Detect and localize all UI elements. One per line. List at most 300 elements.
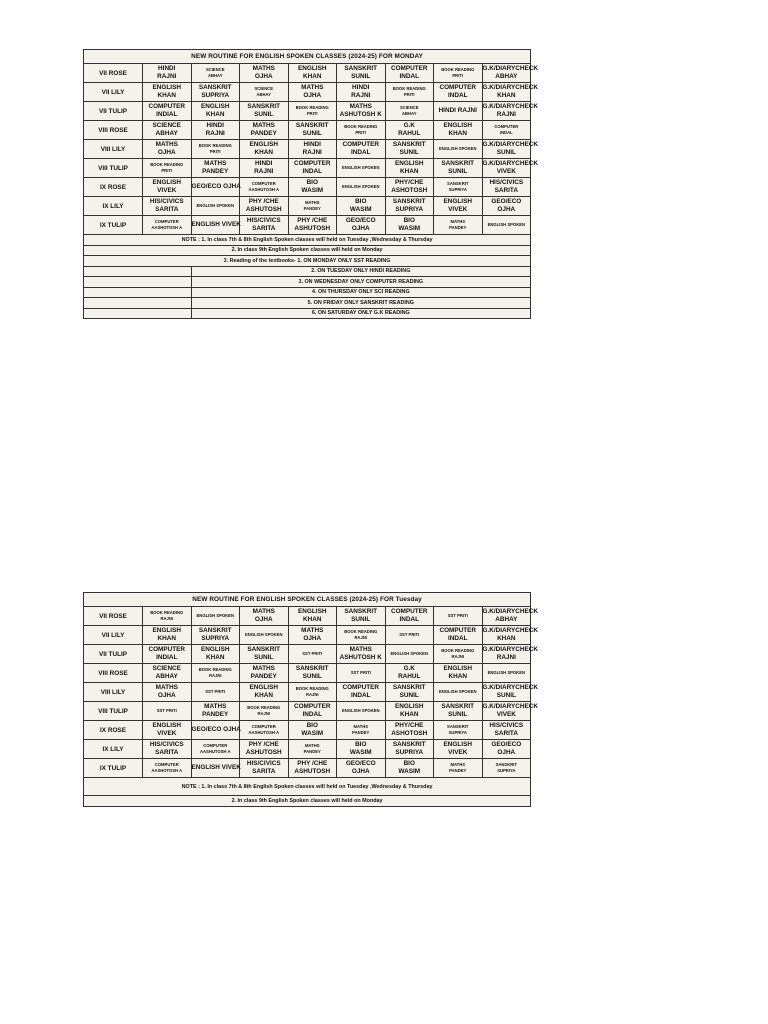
- teacher-text: AASHUTOSH A: [200, 749, 231, 754]
- class-name: VIII TULIP: [84, 702, 143, 721]
- teacher-text: OJHA: [157, 692, 176, 699]
- subject-text: COMPUTER: [251, 181, 276, 186]
- subject-text: ENGLISH SPOKEN: [342, 165, 380, 170]
- teacher-text: INDAL: [499, 130, 513, 135]
- teacher-text: PRITI: [452, 73, 464, 78]
- subject-text: ENGLISH VIVEK: [191, 763, 241, 771]
- teacher-text: RAJNI: [254, 168, 274, 175]
- teacher-text: WASIM: [398, 225, 421, 232]
- teacher-text: OJHA: [254, 73, 273, 80]
- subject-text: SANSKRIT: [247, 645, 281, 653]
- teacher-text: ASHUTOSH: [245, 749, 282, 756]
- teacher-text: SARITA: [494, 730, 518, 737]
- subject-text: ENGLISH: [249, 140, 278, 148]
- period-cell: [385, 121, 434, 140]
- teacher-text: OJHA: [303, 92, 322, 99]
- period-cell: [288, 607, 337, 626]
- table-row: [84, 64, 531, 83]
- period-cell: [434, 645, 483, 664]
- period-cell: [288, 216, 337, 235]
- subject-text: GEO/ECO: [491, 740, 522, 748]
- period-cell: [240, 197, 289, 216]
- subject-text: G.K/DIARYCHECK: [482, 645, 539, 653]
- teacher-text: ABHAY: [401, 111, 417, 116]
- period-cell: [337, 140, 386, 159]
- subject-text: ENGLISH SPOKEN: [487, 670, 526, 675]
- teacher-text: SUNIL: [351, 616, 371, 623]
- period-cell: [385, 178, 434, 197]
- subject-text: SST PRITI: [350, 670, 371, 675]
- period-cell: [240, 759, 289, 778]
- routine-title: NEW ROUTINE FOR ENGLISH SPOKEN CLASSES (2024-25) FOR MONDAY: [84, 50, 531, 64]
- subject-text: HIS/CIVICS: [149, 197, 184, 205]
- subject-text: COMPUTER: [439, 626, 477, 634]
- subject-text: MATHS: [349, 645, 372, 653]
- teacher-text: VIVEK: [448, 749, 468, 756]
- subject-text: MATHS: [353, 724, 369, 729]
- period-cell: [191, 645, 240, 664]
- teacher-text: SUNIL: [351, 73, 371, 80]
- period-cell: [482, 197, 531, 216]
- period-cell: [482, 140, 539, 159]
- teacher-text: SARITA: [252, 225, 276, 232]
- subject-text: MATHS: [301, 626, 324, 634]
- teacher-text: PRITI: [161, 168, 173, 173]
- period-cell: [337, 683, 386, 702]
- period-cell: [482, 759, 531, 778]
- reading-text: 4. ON THURSDAY ONLY SCI READING: [191, 287, 531, 298]
- period-cell: [385, 645, 434, 664]
- subject-text: BOOK READING: [441, 67, 475, 72]
- teacher-text: OJHA: [254, 616, 273, 623]
- subject-text: HIS/CIVICS: [149, 740, 184, 748]
- subject-text: ENGLISH SPOKEN: [342, 708, 380, 713]
- subject-text: ENGLISH SPOKEN: [439, 689, 477, 694]
- subject-text: HINDI: [255, 159, 273, 167]
- note-text: NOTE : 1. In class 7th & 8th English Spoken classes will held on Tuesday ,Wednesday & Thursday: [84, 778, 531, 796]
- period-cell: [482, 664, 531, 683]
- subject-text: SANSKRIT: [392, 197, 426, 205]
- note-text: 3. Reading of the textbooks- 1. ON MONDAY ONLY SST READING: [84, 256, 531, 267]
- period-cell: [143, 664, 192, 683]
- subject-text: GEO/ECO OJHA: [191, 725, 241, 733]
- teacher-text: RAJNI: [205, 130, 225, 137]
- subject-text: BOOK READING: [441, 648, 475, 653]
- note-row: [84, 796, 531, 807]
- period-cell: [240, 740, 289, 759]
- period-cell: [143, 159, 192, 178]
- period-cell: [385, 626, 434, 645]
- period-cell: [191, 64, 240, 83]
- table-row: [84, 216, 531, 235]
- reading-text: 2. ON TUESDAY ONLY HINDI READING: [191, 266, 531, 277]
- period-cell: [337, 607, 386, 626]
- teacher-text: SARITA: [155, 749, 179, 756]
- class-name: VIII TULIP: [84, 159, 143, 178]
- subject-text: SANSKRIT: [344, 64, 378, 72]
- subject-text: PHY/CHE: [395, 721, 424, 729]
- teacher-text: SUNIL: [448, 168, 468, 175]
- period-cell: [337, 664, 386, 683]
- class-name: VIII ROSE: [84, 664, 143, 683]
- teacher-text: ASHOTOSH: [391, 187, 428, 194]
- teacher-text: RAJNI: [160, 616, 174, 621]
- period-cell: [385, 197, 434, 216]
- subject-text: ENGLISH: [152, 178, 181, 186]
- teacher-text: ASHUTOSH K: [339, 111, 382, 118]
- subject-text: ENGLISH: [152, 626, 181, 634]
- table-row: [84, 159, 531, 178]
- class-name: IX ROSE: [84, 721, 143, 740]
- subject-text: MATHS: [349, 102, 372, 110]
- class-name: VII TULIP: [84, 645, 143, 664]
- period-cell: [337, 702, 386, 721]
- subject-text: HIS/CIVICS: [246, 216, 281, 224]
- period-cell: [288, 664, 337, 683]
- period-cell: [482, 83, 539, 102]
- subject-text: MATHS: [155, 683, 178, 691]
- subject-text: SST PRITI: [156, 708, 177, 713]
- subject-text: HIS/CIVICS: [246, 759, 281, 767]
- subject-text: COMPUTER: [494, 124, 519, 129]
- subject-text: BOOK READING: [150, 610, 184, 615]
- teacher-text: RAJNI: [157, 73, 177, 80]
- teacher-text: AASHUTOSH A: [248, 730, 279, 735]
- subject-text: G.K/DIARYCHECK: [482, 702, 539, 710]
- teacher-text: INDAL: [447, 92, 468, 99]
- teacher-text: OJHA: [497, 206, 516, 213]
- period-cell: [240, 140, 289, 159]
- period-cell: [288, 178, 337, 197]
- period-cell: [482, 721, 531, 740]
- teacher-text: WASIM: [349, 749, 372, 756]
- period-cell: [288, 121, 337, 140]
- period-cell: [240, 159, 289, 178]
- blank-cell: [84, 308, 192, 319]
- subject-text: HINDI RAJNI: [438, 106, 477, 114]
- subject-text: BOOK READING: [198, 667, 232, 672]
- period-cell: [385, 702, 434, 721]
- subject-text: SANSKRIT: [441, 702, 475, 710]
- period-cell: [385, 83, 434, 102]
- period-cell: [482, 64, 539, 83]
- period-cell: [434, 159, 483, 178]
- class-name: IX TULIP: [84, 759, 143, 778]
- class-name: VIII LILY: [84, 683, 143, 702]
- routine-table-tuesday: [83, 592, 539, 807]
- teacher-text: VIVEK: [496, 711, 516, 718]
- period-cell: [143, 216, 192, 235]
- period-cell: [288, 626, 337, 645]
- blank-cell: [84, 287, 192, 298]
- subject-text: ENGLISH: [395, 159, 424, 167]
- period-cell: [385, 683, 434, 702]
- period-cell: [337, 721, 386, 740]
- subject-text: G.K: [403, 121, 415, 129]
- period-cell: [288, 702, 337, 721]
- subject-text: SCIENCE: [152, 121, 181, 129]
- teacher-text: SARITA: [494, 187, 518, 194]
- subject-text: G.K/DIARYCHECK: [482, 83, 539, 91]
- period-cell: [191, 683, 240, 702]
- teacher-text: KHAN: [206, 111, 225, 118]
- title-row: [84, 50, 531, 64]
- period-cell: [434, 740, 483, 759]
- table-row: [84, 102, 531, 121]
- note-row: [84, 235, 531, 246]
- subject-text: MATHS: [204, 159, 227, 167]
- subject-text: G.K/DIARYCHECK: [482, 607, 539, 615]
- subject-text: G.K/DIARYCHECK: [482, 683, 539, 691]
- subject-text: ENGLISH SPOKEN: [196, 203, 234, 208]
- table-row: [84, 645, 531, 664]
- subject-text: COMPUTER: [154, 762, 179, 767]
- subject-text: GEO/ECO: [491, 197, 522, 205]
- period-cell: [337, 102, 386, 121]
- teacher-text: PRITI: [209, 149, 221, 154]
- subject-text: BOOK READING: [392, 86, 426, 91]
- period-cell: [482, 607, 539, 626]
- period-cell: [434, 64, 483, 83]
- period-cell: [385, 607, 434, 626]
- subject-text: GEO/ECO: [345, 759, 376, 767]
- period-cell: [337, 121, 386, 140]
- teacher-text: KHAN: [157, 92, 176, 99]
- subject-text: HINDI: [352, 83, 370, 91]
- note-text: 2. In class 9th English Spoken classes will held on Monday: [84, 796, 531, 807]
- teacher-text: RAJNI: [208, 673, 222, 678]
- teacher-text: OJHA: [303, 635, 322, 642]
- teacher-text: INDAL: [399, 616, 420, 623]
- period-cell: [191, 626, 240, 645]
- teacher-text: SUNIL: [496, 149, 516, 156]
- teacher-text: WASIM: [349, 206, 372, 213]
- period-cell: [385, 759, 434, 778]
- subject-text: BOOK READING: [295, 105, 329, 110]
- subject-text: PHY/CHE: [395, 178, 424, 186]
- teacher-text: RAHUL: [398, 130, 421, 137]
- teacher-text: RAJNI: [302, 149, 322, 156]
- routine-sheet-tuesday: [83, 592, 539, 807]
- subject-text: ENGLISH: [201, 645, 230, 653]
- period-cell: [385, 664, 434, 683]
- subject-text: ENGLISH SPOKEN: [196, 613, 234, 618]
- teacher-text: SUNIL: [448, 711, 468, 718]
- teacher-text: RAJNI: [354, 635, 368, 640]
- teacher-text: VIVEK: [157, 187, 177, 194]
- subject-text: SANSKRIT: [392, 740, 426, 748]
- period-cell: [240, 178, 289, 197]
- subject-text: BIO: [306, 721, 318, 729]
- subject-text: SANSKRIT: [247, 102, 281, 110]
- routine-table-monday: [83, 49, 539, 319]
- period-cell: [240, 721, 289, 740]
- subject-text: COMPUTER: [251, 724, 276, 729]
- period-cell: [434, 102, 483, 121]
- class-name: VII TULIP: [84, 102, 143, 121]
- subject-text: MATHS: [155, 140, 178, 148]
- teacher-text: SUPRIYA: [497, 768, 516, 773]
- period-cell: [191, 197, 240, 216]
- teacher-text: ABHAY: [256, 92, 271, 97]
- teacher-text: AASHOTOSH A: [151, 768, 183, 773]
- period-cell: [191, 740, 240, 759]
- teacher-text: INDIAL: [156, 654, 178, 661]
- period-cell: [434, 607, 483, 626]
- teacher-text: PANDEY: [303, 206, 321, 211]
- subject-text: ENGLISH SPOKEN: [439, 146, 477, 151]
- period-cell: [143, 683, 192, 702]
- period-cell: [143, 83, 192, 102]
- teacher-text: SUPRIYA: [395, 749, 424, 756]
- teacher-text: OJHA: [497, 749, 516, 756]
- subject-text: BOOK READING: [247, 705, 281, 710]
- routine-title: NEW ROUTINE FOR ENGLISH SPOKEN CLASSES (2024-25) FOR Tuesday: [84, 593, 531, 607]
- note-row: [84, 245, 531, 256]
- teacher-text: KHAN: [303, 616, 322, 623]
- table-row: [84, 664, 531, 683]
- subject-text: PHY /CHE: [297, 759, 328, 767]
- subject-text: G.K/DIARYCHECK: [482, 626, 539, 634]
- reading-row: [84, 277, 531, 288]
- subject-text: BOOK READING: [198, 143, 232, 148]
- subject-text: MATHS: [252, 607, 275, 615]
- subject-text: COMPUTER: [342, 140, 380, 148]
- teacher-text: WASIM: [301, 187, 324, 194]
- subject-text: SST PRITI: [447, 613, 468, 618]
- subject-text: COMPUTER: [390, 64, 428, 72]
- period-cell: [385, 159, 434, 178]
- subject-text: COMPUTER: [148, 102, 186, 110]
- subject-text: HIS/CIVICS: [489, 178, 524, 186]
- period-cell: [288, 721, 337, 740]
- subject-text: BOOK READING: [295, 686, 329, 691]
- period-cell: [191, 664, 240, 683]
- period-cell: [143, 645, 192, 664]
- period-cell: [482, 683, 539, 702]
- teacher-text: SUPRIYA: [201, 92, 230, 99]
- period-cell: [482, 121, 531, 140]
- teacher-text: VIVEK: [157, 730, 177, 737]
- teacher-text: SUNIL: [302, 673, 322, 680]
- period-cell: [191, 159, 240, 178]
- subject-text: HINDI: [158, 64, 176, 72]
- period-cell: [434, 178, 483, 197]
- period-cell: [482, 645, 539, 664]
- note-text: 2. In class 9th English Spoken classes will held on Monday: [84, 245, 531, 256]
- period-cell: [191, 702, 240, 721]
- subject-text: SANSKRIT: [198, 83, 232, 91]
- subject-text: MATHS: [252, 121, 275, 129]
- period-cell: [240, 607, 289, 626]
- title-row: [84, 593, 531, 607]
- subject-text: COMPUTER: [390, 607, 428, 615]
- teacher-text: ASHOTOSH: [391, 730, 428, 737]
- subject-text: ENGLISH SPOKEN: [342, 184, 380, 189]
- period-cell: [385, 64, 434, 83]
- period-cell: [337, 740, 386, 759]
- teacher-text: KHAN: [254, 692, 273, 699]
- subject-text: ENGLISH SPOKEN: [487, 222, 526, 227]
- teacher-text: SARITA: [155, 206, 179, 213]
- teacher-text: SARITA: [252, 768, 276, 775]
- subject-text: BOOK READING: [344, 124, 378, 129]
- reading-row: [84, 287, 531, 298]
- subject-text: ENGLISH: [152, 721, 181, 729]
- teacher-text: KHAN: [206, 654, 225, 661]
- teacher-text: ABHAY: [495, 73, 518, 80]
- class-name: VII LILY: [84, 83, 143, 102]
- teacher-text: SUNIL: [302, 130, 322, 137]
- routine-sheet-monday: [83, 49, 539, 319]
- teacher-text: RAJNI: [496, 654, 516, 661]
- period-cell: [337, 178, 386, 197]
- teacher-text: INDAL: [447, 635, 468, 642]
- subject-text: G.K: [403, 664, 415, 672]
- subject-text: SANSKRIT: [344, 607, 378, 615]
- period-cell: [288, 159, 337, 178]
- period-cell: [143, 140, 192, 159]
- subject-text: SCIENCE: [254, 86, 274, 91]
- teacher-text: KHAN: [157, 635, 176, 642]
- teacher-text: SUNIL: [254, 654, 274, 661]
- teacher-text: ABHAY: [207, 73, 223, 78]
- teacher-text: RAJNI: [496, 111, 516, 118]
- teacher-text: VIVEK: [448, 206, 468, 213]
- subject-text: SCIENCE: [152, 664, 181, 672]
- reading-row: [84, 298, 531, 309]
- subject-text: SANSKRIT: [295, 121, 329, 129]
- period-cell: [482, 702, 539, 721]
- subject-text: COMPUTER: [203, 743, 228, 748]
- period-cell: [191, 721, 240, 740]
- period-cell: [288, 740, 337, 759]
- teacher-text: SUNIL: [399, 149, 419, 156]
- teacher-text: PANDEY: [250, 130, 277, 137]
- period-cell: [143, 121, 192, 140]
- period-cell: [143, 626, 192, 645]
- period-cell: [337, 216, 386, 235]
- subject-text: ENGLISH: [201, 102, 230, 110]
- table-row: [84, 178, 531, 197]
- subject-text: ENGLISH: [298, 64, 327, 72]
- period-cell: [240, 664, 289, 683]
- teacher-text: PANDEY: [449, 225, 467, 230]
- period-cell: [434, 216, 483, 235]
- subject-text: PHY /CHE: [248, 197, 279, 205]
- subject-text: ENGLISH: [443, 740, 472, 748]
- period-cell: [337, 159, 386, 178]
- subject-text: HINDI: [303, 140, 321, 148]
- subject-text: COMPUTER: [293, 159, 331, 167]
- teacher-text: ABHAY: [495, 616, 518, 623]
- blank-cell: [84, 298, 192, 309]
- teacher-text: PRITI: [355, 130, 367, 135]
- period-cell: [240, 702, 289, 721]
- subject-text: SANSKRIT: [447, 181, 469, 186]
- subject-text: PHY /CHE: [248, 740, 279, 748]
- subject-text: G.K/DIARYCHECK: [482, 140, 539, 148]
- teacher-text: ASHUTOSH: [245, 206, 282, 213]
- subject-text: SANSKRIT: [198, 626, 232, 634]
- subject-text: BOOK READING: [344, 629, 378, 634]
- subject-text: G.K/DIARYCHECK: [482, 102, 539, 110]
- subject-text: ENGLISH VIVEK: [191, 220, 241, 228]
- subject-text: COMPUTER: [154, 219, 179, 224]
- teacher-text: INDAL: [302, 168, 323, 175]
- teacher-text: PANDEY: [352, 730, 370, 735]
- teacher-text: KHAN: [254, 149, 273, 156]
